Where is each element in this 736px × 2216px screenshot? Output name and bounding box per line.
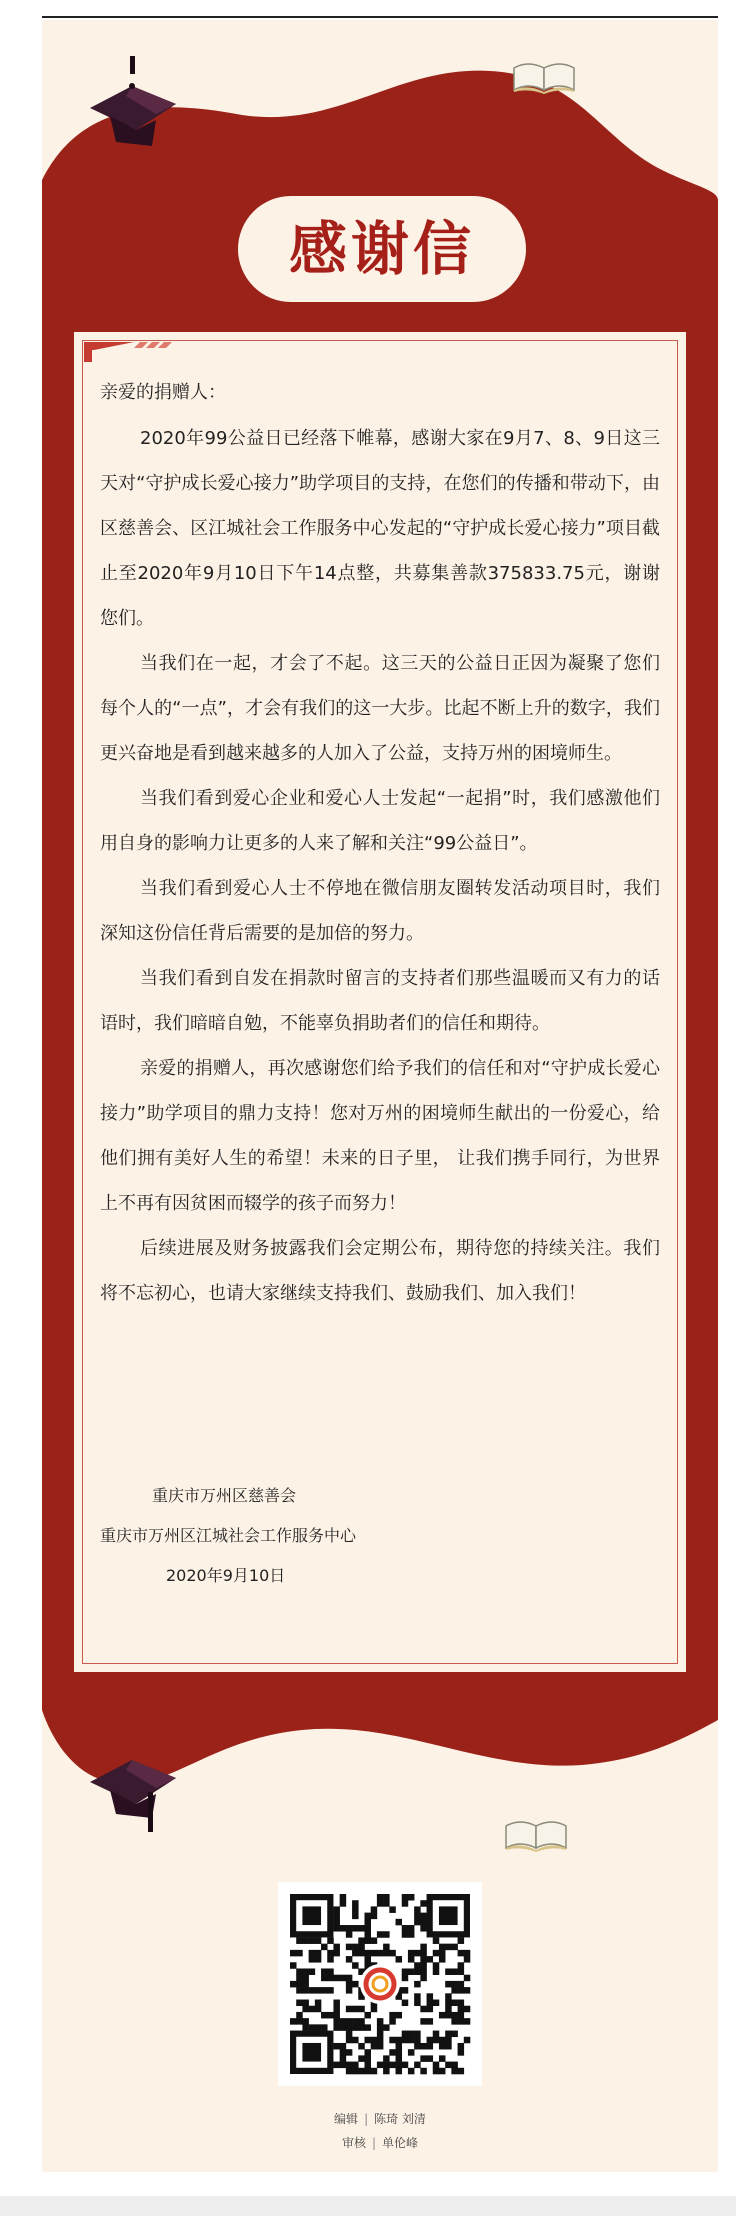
graduation-cap-icon	[86, 56, 178, 152]
letter-paragraph: 当我们看到爱心人士不停地在微信朋友圈转发活动项目时，我们深知这份信任背后需要的是加倍的努力。	[100, 878, 660, 944]
open-book-icon	[502, 1812, 570, 1852]
reviewer-label: 审核	[341, 2136, 366, 2150]
salutation: 亲爱的捐赠人：	[100, 382, 226, 403]
thank-you-poster	[42, 20, 718, 2172]
letter-paragraph: 当我们看到自发在捐款时留言的支持者们那些温暖而又有力的话语时，我们暗暗自勉，不能辜负捐助者们的信任和期待。	[100, 968, 660, 1034]
editor-names: 陈琦 刘清	[374, 2112, 426, 2126]
editor-label: 编辑	[334, 2112, 359, 2126]
editor-credit: 编辑 | 陈琦 刘清	[334, 2112, 426, 2126]
reviewer-credit: 审核 | 单伦峰	[341, 2136, 419, 2150]
corner-decoration	[84, 342, 184, 362]
graduation-cap-icon	[86, 1742, 178, 1838]
letter-card	[74, 332, 686, 1672]
letter-paragraph: 亲爱的捐赠人，再次感谢您们给予我们的信任和对“守护成长爱心接力”助学项目的鼎力支持！您对万州的困境师生献出的一份爱心，给他们拥有美好人生的希望！未来的日子里， 让我们携手同行，为世界上不再有因贫困而辍学的孩子而努力！	[100, 1058, 660, 1214]
signature-date: 2020年9月10日	[166, 1566, 286, 1585]
signature-org-1: 重庆市万州区慈善会	[152, 1486, 297, 1505]
top-divider	[42, 16, 718, 18]
page-footer-strip	[0, 2196, 736, 2216]
open-book-icon	[510, 54, 578, 94]
qr-code[interactable]	[278, 1882, 482, 2086]
title-banner	[238, 196, 526, 302]
letter-body	[100, 370, 660, 1316]
page-title: 感谢信	[288, 215, 475, 283]
letter-paragraph: 2020年99公益日已经落下帷幕，感谢大家在9月7、8、9日这三天对“守护成长爱心接力”助学项目的支持，在您们的传播和带动下，由区慈善会、区江城社会工作服务中心发起的“守护成长爱心接力”项目截止至2020年9月10日下午14点整，共募集善款375833.75元，谢谢您们。	[100, 428, 660, 629]
qr-code-image	[278, 1882, 482, 2086]
reviewer-name: 单伦峰	[382, 2136, 419, 2150]
signature-org-2: 重庆市万州区江城社会工作服务中心	[100, 1526, 357, 1545]
letter-paragraph: 当我们在一起，才会了不起。这三天的公益日正因为凝聚了您们每个人的“一点”，才会有我们的这一大步。比起不断上升的数字，我们更兴奋地是看到越来越多的人加入了公益，支持万州的困境师生。	[100, 653, 660, 764]
letter-paragraph: 当我们看到爱心企业和爱心人士发起“一起捐”时，我们感激他们用自身的影响力让更多的人来了解和关注“99公益日”。	[100, 788, 660, 854]
letter-paragraph: 后续进展及财务披露我们会定期公布，期待您的持续关注。我们将不忘初心，也请大家继续支持我们、鼓励我们、加入我们！	[100, 1238, 660, 1304]
